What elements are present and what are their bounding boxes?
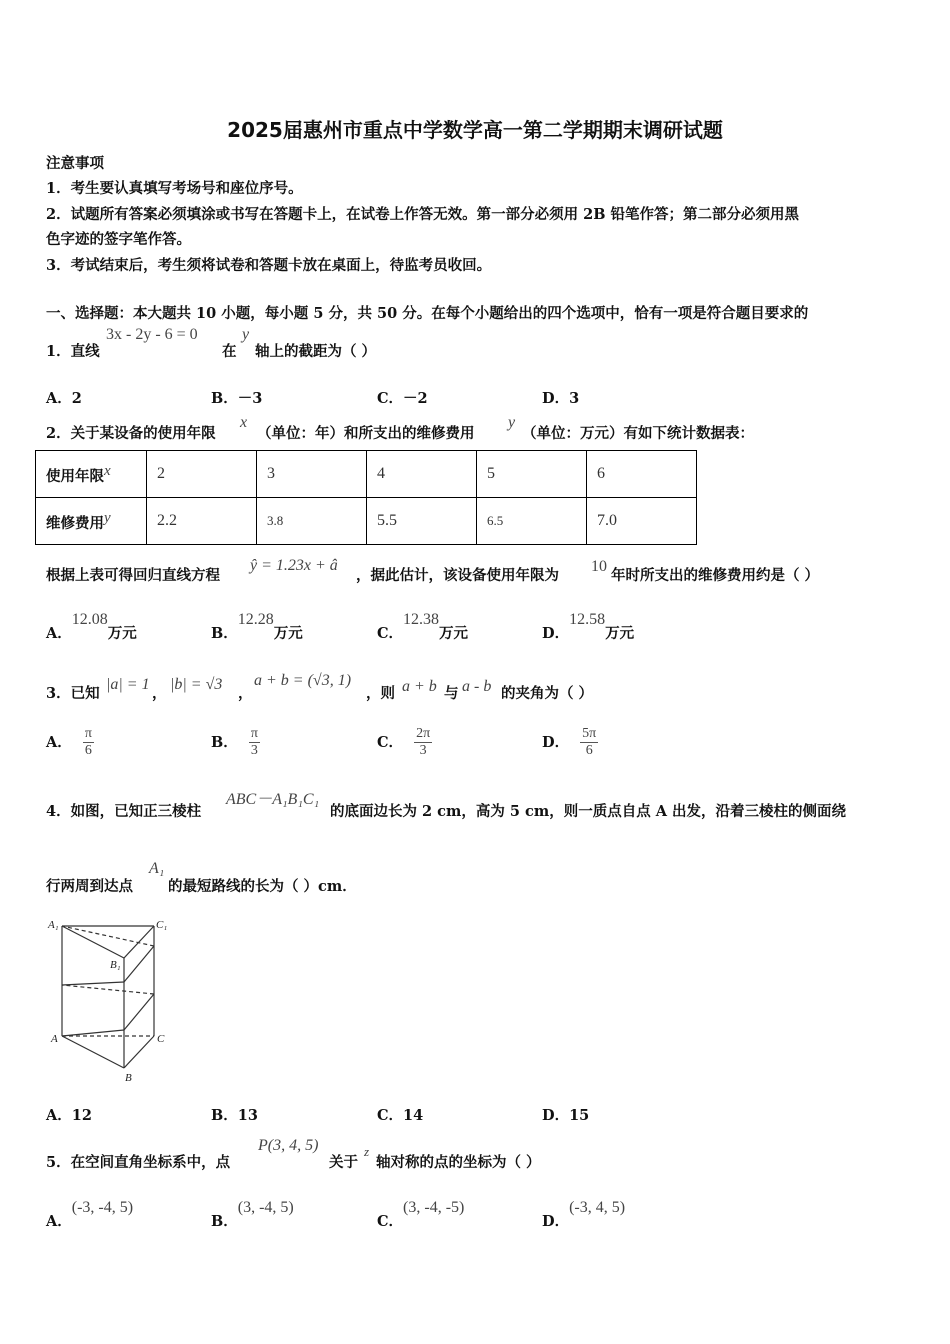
table-cell: 6.5: [477, 498, 587, 545]
q5-tail: 轴对称的点的坐标为（ ）: [376, 1154, 541, 1171]
notice-item-2-cont: 色字迹的签字笔作答。: [46, 231, 191, 248]
q2-option-d[interactable]: D．12.58万元: [542, 611, 635, 642]
label-a1: A₁: [48, 919, 59, 931]
table-row: [36, 451, 697, 498]
q2-follow-a: 根据上表可得回归直线方程: [46, 567, 220, 584]
q3-sep-1: ，: [152, 685, 167, 702]
q1-option-c[interactable]: C．－2: [377, 390, 428, 407]
q3-option-b[interactable]: B． $\frac{\pi}{3}$: [211, 726, 258, 758]
q3-tail: 的夹角为（ ）: [501, 685, 594, 702]
table-cell: 3.8: [257, 498, 367, 545]
q2-option-b[interactable]: B．12.28万元: [211, 611, 303, 642]
path-seg-2: [124, 994, 154, 1030]
q2-stem-b: （单位：年）和所支出的维修费用: [257, 425, 475, 442]
q5-number: 5．在空间直角坐标系中，点: [46, 1154, 231, 1171]
label-c1: C₁: [156, 919, 168, 931]
q3-and: 与: [444, 685, 459, 702]
notice-item-3: 3．考试结束后，考生须将试卷和答题卡放在桌面上，待监考员收回。: [46, 257, 492, 274]
table-cell: 7.0: [587, 498, 697, 545]
prism-figure: [44, 912, 184, 1087]
table-cell: 5.5: [367, 498, 477, 545]
q5-mid: 关于: [329, 1154, 358, 1171]
table-header-years: 使用年限x: [36, 451, 147, 498]
q4-prism: ABC－A₁B₁C₁: [226, 791, 320, 808]
q5-option-c[interactable]: C．(3, -4, -5): [377, 1199, 465, 1230]
section-heading: 一、选择题：本大题共 10 小题，每小题 5 分，共 50 分。在每个小题给出的四个选项中，恰有一项是符合题目要求的: [46, 305, 809, 322]
q4-option-c[interactable]: C．14: [377, 1107, 424, 1124]
q3-cond-3: a + b = (√3, 1): [254, 672, 352, 689]
label-c: C: [157, 1033, 165, 1045]
q4-line2-b: 的最短路线的长为（ ）cm．: [168, 878, 357, 895]
q3-cond-2: |b| = √3: [170, 676, 223, 693]
q3-sep-2: ，: [238, 685, 253, 702]
q2-option-c[interactable]: C．12.38万元: [377, 611, 469, 642]
q1-option-b[interactable]: B．－3: [211, 390, 263, 407]
q5-axis: z: [364, 1144, 370, 1159]
q3-option-d[interactable]: D． $\frac{5\pi}{6}$: [542, 726, 597, 758]
q4-option-a[interactable]: A．12: [46, 1107, 92, 1124]
q3-option-c[interactable]: C． $\frac{2\pi}{3}$: [377, 726, 431, 758]
q3-cond-1: |a| = 1: [106, 676, 150, 693]
q4-point: A₁: [149, 860, 165, 877]
edge-ab: [62, 1036, 124, 1068]
q2-follow-c: 年时所支出的维修费用约是（ ）: [611, 567, 820, 584]
q2-var-x: x: [240, 414, 248, 431]
q5-option-b[interactable]: B．(3, -4, 5): [211, 1199, 294, 1230]
path-seg-5: [124, 946, 154, 982]
table-cell: 4: [367, 451, 477, 498]
stats-table: [35, 450, 697, 545]
notice-item-2: 2．试题所有答案必须填涂或书写在答题卡上，在试卷上作答无效。第一部分必须用 2B 铅笔作答；第二部分必须用黑: [46, 206, 800, 223]
path-seg-6: [62, 926, 154, 946]
page-title: 2025届惠州市重点中学数学高一第二学期期末调研试题: [227, 118, 723, 142]
q3-option-a[interactable]: A． $\frac{\pi}{6}$: [46, 726, 92, 758]
path-seg-3: [62, 985, 154, 994]
edge-bc: [124, 1036, 154, 1068]
q3-expr-1: a + b: [402, 678, 437, 695]
q3-expr-2: a - b: [462, 678, 492, 695]
q1-mid: 在: [222, 343, 237, 360]
q5-option-a[interactable]: A．(-3, -4, 5): [46, 1199, 134, 1230]
table-cell: 5: [477, 451, 587, 498]
table-row: [36, 498, 697, 545]
edge-b1c1: [124, 926, 154, 958]
q1-number: 1．直线: [46, 343, 100, 360]
edge-a1b1: [62, 926, 124, 958]
q5-point: P(3, 4, 5): [258, 1137, 319, 1154]
q1-var: y: [242, 326, 250, 343]
q1-equation: 3x - 2y - 6 = 0: [106, 326, 198, 343]
table-cell: 6: [587, 451, 697, 498]
notice-item-1: 1．考生要认真填写考场号和座位序号。: [46, 180, 303, 197]
q4-line2-a: 行两周到达点: [46, 878, 133, 895]
label-b1: B₁: [110, 959, 121, 971]
q1-option-a[interactable]: A．2: [46, 390, 82, 407]
q3-mid: ，则: [366, 685, 395, 702]
q2-regression-eq: ŷ = 1.23x + â: [250, 557, 338, 574]
q2-follow-b: ，据此估计，该设备使用年限为: [356, 567, 559, 584]
table-cell: 2: [147, 451, 257, 498]
q4-line1-a: 4．如图，已知正三棱柱: [46, 803, 202, 820]
q2-stem-c: （单位：万元）有如下统计数据表：: [522, 425, 754, 442]
label-a: A: [51, 1033, 58, 1045]
q3-number: 3．已知: [46, 685, 100, 702]
q1-option-d[interactable]: D．3: [542, 390, 580, 407]
q2-stem-a: 2．关于某设备的使用年限: [46, 425, 216, 442]
q4-option-b[interactable]: B．13: [211, 1107, 258, 1124]
label-b: B: [125, 1072, 132, 1084]
q5-option-d[interactable]: D．(-3, 4, 5): [542, 1199, 626, 1230]
path-seg-4: [62, 982, 124, 985]
table-cell: 3: [257, 451, 367, 498]
q1-tail: 轴上的截距为（ ）: [255, 343, 377, 360]
q4-line1-b: 的底面边长为 2 cm，高为 5 cm，则一质点自点 A 出发，沿着三棱柱的侧面绕: [330, 803, 847, 820]
table-header-cost: 维修费用y: [36, 498, 147, 545]
q2-option-a[interactable]: A．12.08万元: [46, 611, 137, 642]
q2-var-y: y: [508, 414, 516, 431]
notice-heading: 注意事项: [46, 155, 104, 172]
q2-follow-num: 10: [591, 558, 607, 575]
path-seg-1: [62, 1030, 124, 1036]
table-cell: 2.2: [147, 498, 257, 545]
q4-option-d[interactable]: D．15: [542, 1107, 590, 1124]
